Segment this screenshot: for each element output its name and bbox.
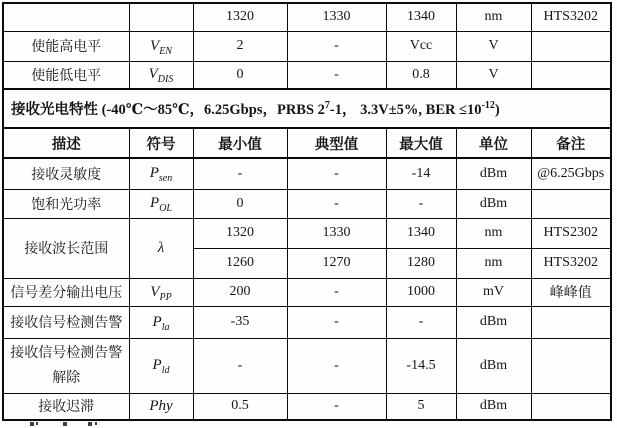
cell-min: - [193, 338, 287, 393]
section-header-row [3, 89, 611, 128]
cell-description: 接收迟滞 [3, 393, 129, 420]
cell-max: - [386, 306, 456, 338]
cell-min: 1320 [193, 3, 287, 31]
cell-max: 1280 [386, 248, 456, 278]
clipped-text-fragment [36, 422, 38, 425]
symbol-text: λ [157, 239, 165, 256]
cell-note: @6.25Gbps [531, 158, 611, 189]
cell-description: 使能高电平 [3, 31, 129, 61]
cell-typical: - [287, 278, 386, 306]
cell-min: 1260 [193, 248, 287, 278]
cell-symbol [129, 278, 193, 306]
cell-typical: - [287, 393, 386, 420]
cell-min: - [193, 158, 287, 189]
symbol-text: $P_{OL}$ [150, 195, 172, 214]
cell-typical: - [287, 189, 386, 218]
table-row [3, 31, 611, 61]
symbol-text: Phy [149, 397, 173, 414]
cell-symbol [129, 61, 193, 89]
cell-description: 接收信号检测告警 [3, 306, 129, 338]
table-row [3, 393, 611, 420]
cell-note: 峰峰值 [531, 278, 611, 306]
cell-note [531, 338, 611, 393]
cell-note [531, 393, 611, 420]
cell-unit: dBm [456, 393, 531, 420]
table-row [3, 338, 611, 393]
cell-unit: V [456, 61, 531, 89]
cell-symbol [129, 3, 193, 31]
spec-table [2, 2, 612, 421]
header-unit: 单位 [456, 128, 531, 158]
clipped-text-fragment [88, 422, 92, 426]
table-row [3, 189, 611, 218]
cell-max: 1000 [386, 278, 456, 306]
clipped-text-fragment [63, 422, 67, 426]
clipped-text-fragment [30, 422, 34, 426]
cell-typical: - [287, 158, 386, 189]
cell-max: 5 [386, 393, 456, 420]
cell-unit: nm [456, 218, 531, 248]
cell-unit: nm [456, 248, 531, 278]
symbol-text: $V_{DIS}$ [148, 66, 174, 86]
table-row [3, 218, 611, 248]
cell-symbol [129, 31, 193, 61]
cell-note [531, 306, 611, 338]
table-row [3, 278, 611, 306]
header-min: 最小值 [193, 128, 287, 158]
section-title: 接收光电特性 (-40℃～85℃，6.25Gbps，PRBS $2^7-1$， 3.3V±5%, BER $\le 10^{-12}$) [3, 89, 611, 128]
header-typical: 典型值 [287, 128, 386, 158]
cell-typical: 1330 [287, 218, 386, 248]
cell-description: 饱和光功率 [3, 189, 129, 218]
cell-max: 1340 [386, 3, 456, 31]
cell-symbol [129, 338, 193, 393]
cell-symbol [129, 306, 193, 338]
cell-note [531, 61, 611, 89]
header-description: 描述 [3, 128, 129, 158]
cell-min: 1320 [193, 218, 287, 248]
cell-min: 200 [193, 278, 287, 306]
cell-description [3, 3, 129, 31]
cell-typical: 1330 [287, 3, 386, 31]
clipped-text-fragment [95, 422, 97, 425]
cell-typical: - [287, 338, 386, 393]
symbol-text: $V_{PP}$ [150, 283, 172, 303]
cell-min: -35 [193, 306, 287, 338]
cell-max: - [386, 189, 456, 218]
cell-typical: - [287, 61, 386, 89]
symbol-text: $P_{la}$ [152, 313, 170, 333]
cell-typical: - [287, 306, 386, 338]
cell-note: HTS2302 [531, 218, 611, 248]
header-symbol: 符号 [129, 128, 193, 158]
table-row [3, 158, 611, 189]
symbol-text: $P_{sen}$ [149, 165, 173, 185]
cell-symbol [129, 218, 193, 278]
cell-symbol [129, 393, 193, 420]
symbol-text: $V_{EN}$ [150, 37, 172, 57]
cell-description: 使能低电平 [3, 61, 129, 89]
cell-description: 信号差分输出电压 [3, 278, 129, 306]
table-row [3, 61, 611, 89]
cell-unit: nm [456, 3, 531, 31]
cell-max: -14 [386, 158, 456, 189]
symbol-text: $P_{ld}$ [152, 357, 170, 376]
cell-min: 0.5 [193, 393, 287, 420]
column-header-row [3, 128, 611, 158]
cell-description: 接收灵敏度 [3, 158, 129, 189]
cell-unit: dBm [456, 189, 531, 218]
cell-max: 0.8 [386, 61, 456, 89]
cell-unit: V [456, 31, 531, 61]
cell-max: Vcc [386, 31, 456, 61]
cell-max: -14.5 [386, 338, 456, 393]
cell-unit: dBm [456, 338, 531, 393]
cell-typical: - [287, 31, 386, 61]
cell-max: 1340 [386, 218, 456, 248]
cell-min: 0 [193, 61, 287, 89]
cell-note: HTS3202 [531, 248, 611, 278]
cell-description: 接收信号检测告警 解除 [3, 338, 129, 393]
cell-min: 2 [193, 31, 287, 61]
cell-unit: dBm [456, 306, 531, 338]
cell-note: HTS3202 [531, 3, 611, 31]
table-row [3, 306, 611, 338]
cell-unit: mV [456, 278, 531, 306]
cell-symbol [129, 189, 193, 218]
header-max: 最大值 [386, 128, 456, 158]
cell-description: 接收波长范围 [3, 218, 129, 278]
header-note: 备注 [531, 128, 611, 158]
cell-unit: dBm [456, 158, 531, 189]
cell-note [531, 189, 611, 218]
table-row [3, 3, 611, 31]
cell-min: 0 [193, 189, 287, 218]
cell-note [531, 31, 611, 61]
cell-symbol [129, 158, 193, 189]
cell-typical: 1270 [287, 248, 386, 278]
